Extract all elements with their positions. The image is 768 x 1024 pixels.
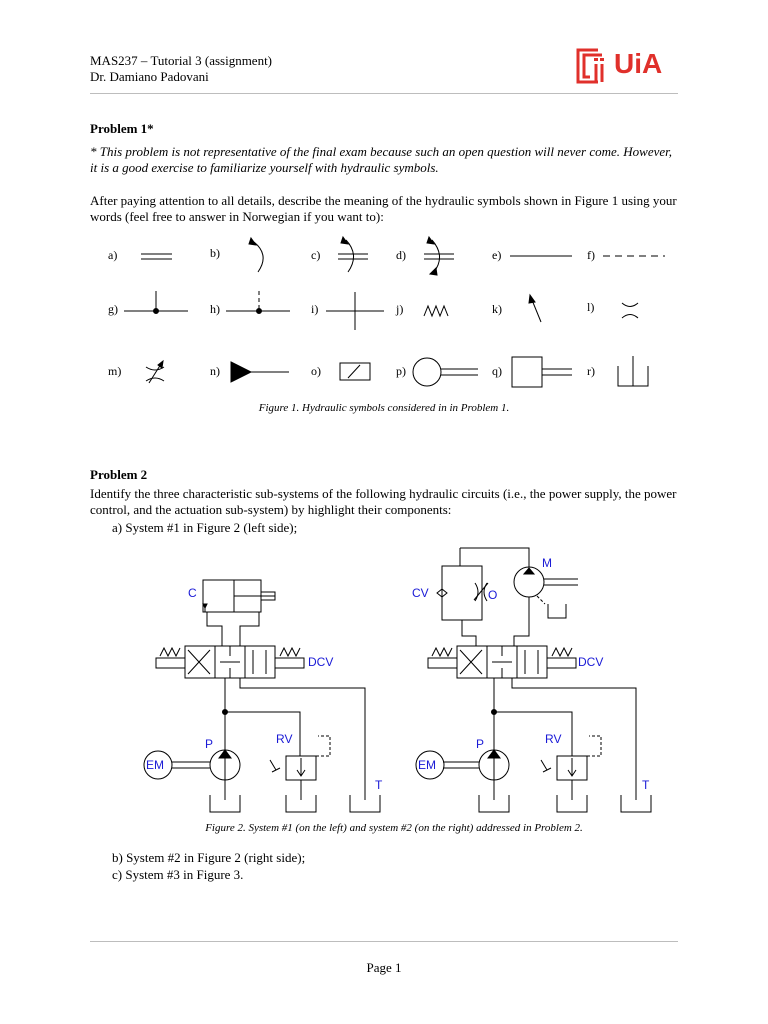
course-title: MAS237 – Tutorial 3 (assignment) <box>90 53 273 68</box>
problem1-intro: After paying attention to all details, describe the meaning of the hydraulic symbols shown in Figure 1 using your words (feel free to answer in Norwegian if you want to): <box>90 193 677 224</box>
system2-check-orifice <box>437 566 488 620</box>
symbol-label: b) <box>210 246 220 260</box>
figure2-caption: Figure 2. System #1 (on the left) and system #2 (on the right) addressed in Problem 2. <box>205 822 583 834</box>
symbol-label: r) <box>587 364 595 378</box>
figure1-caption: Figure 1. Hydraulic symbols considered in in Problem 1. <box>258 402 510 414</box>
sys2-label-o: O <box>488 588 498 602</box>
symbol-label: o) <box>311 364 321 378</box>
symbol-label: k) <box>492 302 502 316</box>
sys2-label-em: EM <box>418 758 436 772</box>
sys2-label-p: P <box>476 737 485 751</box>
symbol-label: e) <box>492 248 502 262</box>
symbol-label: n) <box>210 364 220 378</box>
sys1-label-rv: RV <box>276 732 293 746</box>
problem2-title: Problem 2 <box>90 467 148 482</box>
problem2-item-a: a) System #1 in Figure 2 (left side); <box>112 520 298 535</box>
problem2-intro: Identify the three characteristic sub-systems of the following hydraulic circuits (i.e., the power supply, the power control, and the actuation sub-system) by highlight their components: <box>90 486 677 517</box>
symbol-label: c) <box>311 248 321 262</box>
sys2-label-t: T <box>642 778 650 792</box>
sys1-label-p: P <box>205 737 214 751</box>
sys1-label-t: T <box>375 778 383 792</box>
symbol-label: m) <box>108 364 122 378</box>
symbol-label: j) <box>396 302 404 316</box>
system2-motor <box>514 567 578 618</box>
symbol-label: g) <box>108 302 118 316</box>
symbol-label: l) <box>587 300 595 314</box>
sys2-label-m: M <box>542 556 552 570</box>
system2-dcv <box>428 646 576 678</box>
problem2-item-c: c) System #3 in Figure 3. <box>112 867 244 882</box>
symbol-label: d) <box>396 248 406 262</box>
symbol-label: a) <box>108 248 118 262</box>
sys2-label-rv: RV <box>545 732 562 746</box>
system1-cylinder <box>203 580 275 612</box>
symbol-label: i) <box>311 302 319 316</box>
sys2-label-dcv: DCV <box>578 655 604 669</box>
problem1-note: * This problem is not representative of the final exam because such an open question will never come. However, it is a good exercise to familiarize yourself with hydraulic symbols. <box>90 144 672 175</box>
problem2-item-b: b) System #2 in Figure 2 (right side); <box>112 850 306 865</box>
author-name: Dr. Damiano Padovani <box>90 69 209 84</box>
page-number: Page 1 <box>366 960 402 975</box>
footer-rule <box>90 941 678 942</box>
symbol-label: f) <box>587 248 595 262</box>
sys1-label-em: EM <box>146 758 164 772</box>
sys1-label-c: C <box>188 586 197 600</box>
symbol-label: q) <box>492 364 502 378</box>
symbol-label: h) <box>210 302 220 316</box>
symbol-label: p) <box>396 364 406 378</box>
sys2-label-cv: CV <box>412 586 429 600</box>
problem1-title: Problem 1* <box>90 121 154 136</box>
sys1-label-dcv: DCV <box>308 655 334 669</box>
system1-dcv <box>156 646 304 678</box>
logo-text: UiA <box>614 48 663 79</box>
